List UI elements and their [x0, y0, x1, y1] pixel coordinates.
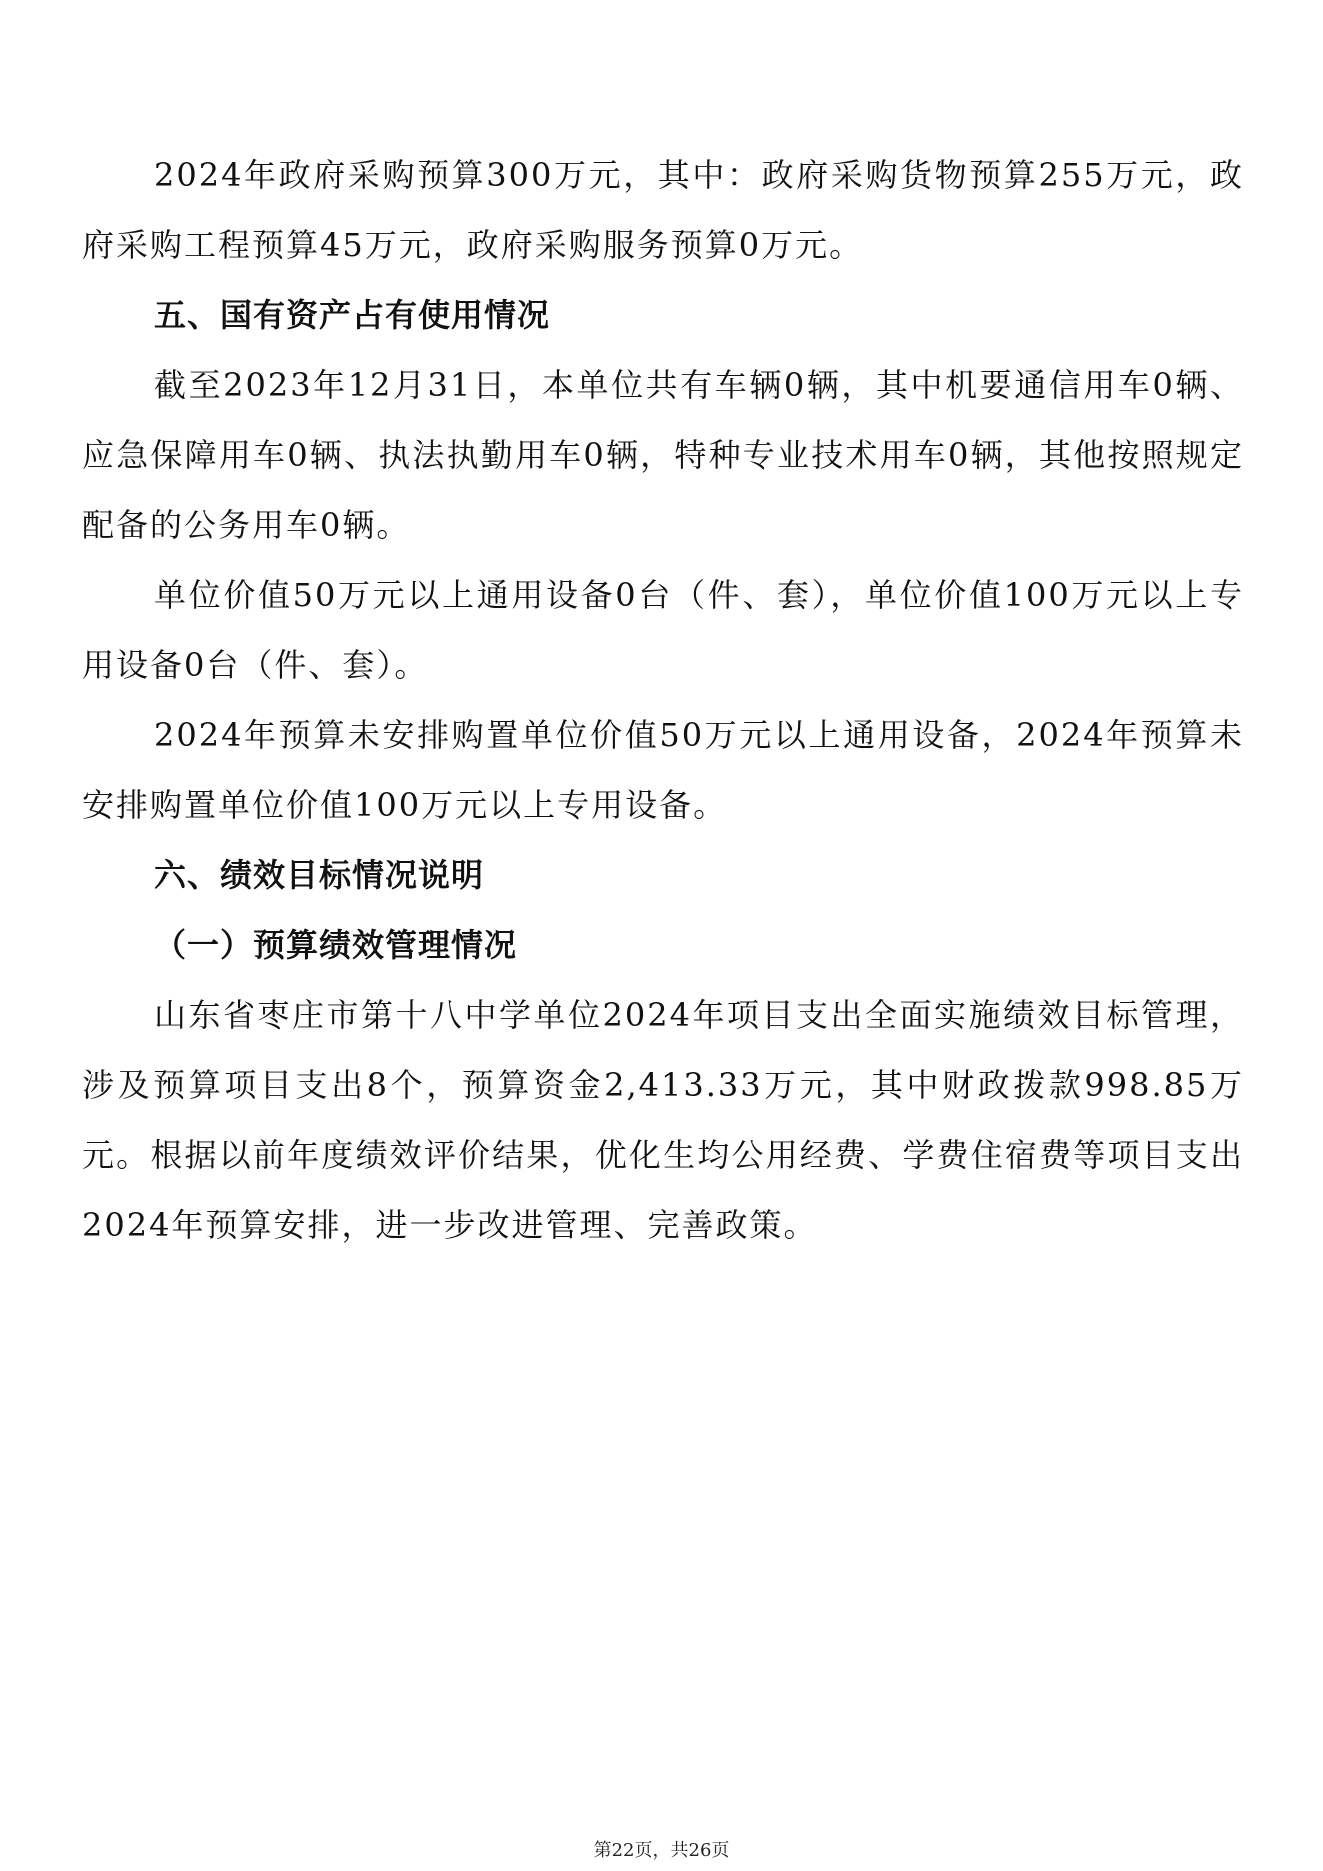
paragraph-equipment-purchase-plan: 2024年预算未安排购置单位价值50万元以上通用设备，2024年预算未安排购置单位价值100万元以上专用设备。	[82, 716, 1244, 824]
subsection-heading-performance-management: （一）预算绩效管理情况	[154, 926, 518, 964]
paragraph-procurement-budget: 2024年政府采购预算300万元，其中：政府采购货物预算255万元，政府采购工程预算45万元，政府采购服务预算0万元。	[82, 156, 1244, 264]
section-heading-performance: 六、绩效目标情况说明	[154, 856, 485, 894]
paragraph-equipment: 单位价值50万元以上通用设备0台（件、套），单位价值100万元以上专用设备0台（件、套）。	[82, 576, 1244, 684]
document-body	[82, 140, 1244, 1260]
paragraph-vehicles: 截至2023年12月31日，本单位共有车辆0辆，其中机要通信用车0辆、应急保障用车0辆、执法执勤用车0辆，特种专业技术用车0辆，其他按照规定配备的公务用车0辆。	[82, 366, 1244, 544]
page-number-footer: 第22页，共26页	[593, 1840, 730, 1861]
section-heading-assets: 五、国有资产占有使用情况	[154, 296, 551, 334]
paragraph-performance-management: 山东省枣庄市第十八中学单位2024年项目支出全面实施绩效目标管理，涉及预算项目支出8个，预算资金2,413.33万元，其中财政拨款998.85万元。根据以前年度绩效评价结果，优化生均公用经费、学费住宿费等项目支出2024年预算安排，进一步改进管理、完善政策。	[82, 996, 1244, 1244]
